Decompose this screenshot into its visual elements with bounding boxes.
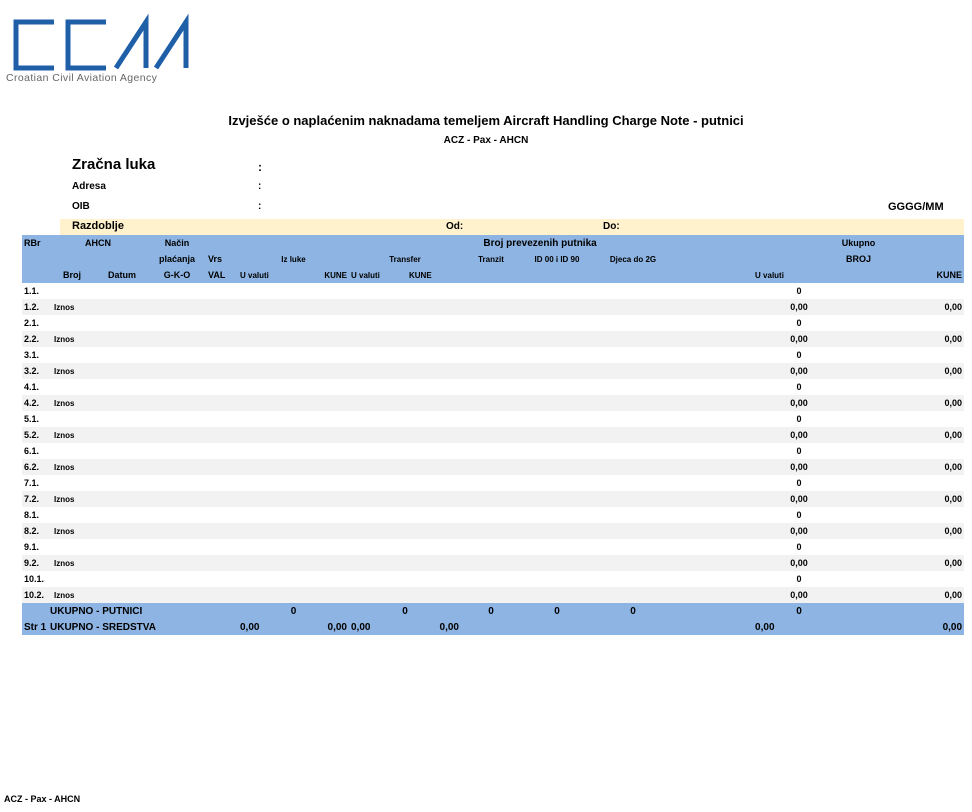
col-iz-kune: KUNE xyxy=(294,267,349,283)
header-row-1 xyxy=(22,235,964,251)
table-row xyxy=(22,379,964,395)
row-number: 2.2. xyxy=(22,331,48,347)
row-amount-val: 0,00 xyxy=(753,363,845,379)
totals-putnici-tranzit: 0 xyxy=(461,603,521,619)
row-number: 7.2. xyxy=(22,491,48,507)
row-iznos-label: Iznos xyxy=(48,523,148,539)
row-number: 5.2. xyxy=(22,427,48,443)
period-from-label: Od: xyxy=(446,221,464,232)
row-count: 0 xyxy=(796,574,802,584)
row-number: 8.1. xyxy=(24,510,40,520)
row-count: 0 xyxy=(796,478,802,488)
col-vrs: Vrs xyxy=(206,251,238,267)
row-number: 6.1. xyxy=(24,446,40,456)
row-number: 4.2. xyxy=(22,395,48,411)
header-row-2 xyxy=(22,251,964,267)
address-colon: : xyxy=(258,181,262,192)
row-number: 3.2. xyxy=(22,363,48,379)
col-broj-upper: BROJ xyxy=(753,251,964,267)
row-iznos-label: Iznos xyxy=(48,331,148,347)
table-row xyxy=(22,571,964,587)
totals-sredstva-iz-kn: 0,00 xyxy=(294,619,349,635)
table-row xyxy=(22,363,964,379)
col-ukupno: Ukupno xyxy=(753,235,964,251)
col-val: VAL xyxy=(206,267,238,283)
totals-sredstva-tr-kn: 0,00 xyxy=(407,619,461,635)
row-iznos-label: Iznos xyxy=(48,363,148,379)
row-amount-val: 0,00 xyxy=(753,587,845,603)
col-id00: ID 00 i ID 90 xyxy=(521,251,593,267)
row-amount-kn: 0,00 xyxy=(845,395,964,411)
row-number: 9.2. xyxy=(22,555,48,571)
row-number: 7.1. xyxy=(24,478,40,488)
col-iz-u-valuti: U valuti xyxy=(238,267,294,283)
totals-sredstva-uk-kn: 0,00 xyxy=(845,619,964,635)
totals-sredstva-row xyxy=(22,619,964,635)
table-body xyxy=(22,283,964,603)
totals-sredstva-label: UKUPNO - SREDSTVA xyxy=(48,619,238,635)
oib-label: OIB xyxy=(72,201,90,212)
row-number: 1.1. xyxy=(24,286,40,296)
table-row xyxy=(22,587,964,603)
row-number: 5.1. xyxy=(24,414,40,424)
totals-sredstva-tr-val: 0,00 xyxy=(349,619,407,635)
row-number: 2.1. xyxy=(24,318,40,328)
period-to-label: Do: xyxy=(603,221,620,232)
page-label: Str 1 xyxy=(22,619,48,635)
header-row-3 xyxy=(22,267,964,283)
col-broj: Broj xyxy=(48,267,96,283)
row-amount-kn: 0,00 xyxy=(845,299,964,315)
period-bar xyxy=(60,219,964,235)
col-nacin: Način xyxy=(148,235,206,251)
row-iznos-label: Iznos xyxy=(48,459,148,475)
row-iznos-label: Iznos xyxy=(48,587,148,603)
row-amount-kn: 0,00 xyxy=(845,555,964,571)
row-number: 10.2. xyxy=(22,587,48,603)
row-count: 0 xyxy=(796,542,802,552)
col-tr-u-valuti: U valuti xyxy=(349,267,407,283)
row-amount-kn: 0,00 xyxy=(845,587,964,603)
row-amount-val: 0,00 xyxy=(753,555,845,571)
totals-putnici-label: UKUPNO - PUTNICI xyxy=(48,603,238,619)
totals-sredstva-uk-val: 0,00 xyxy=(753,619,845,635)
period-label: Razdoblje xyxy=(72,220,124,232)
table-row xyxy=(22,491,964,507)
row-count: 0 xyxy=(796,286,802,296)
col-djeca: Djeca do 2G xyxy=(593,251,673,267)
col-rbr: RBr xyxy=(22,235,48,251)
row-number: 4.1. xyxy=(24,382,40,392)
totals-putnici-transfer: 0 xyxy=(349,603,461,619)
col-broj-prevezenih: Broj prevezenih putnika xyxy=(407,235,673,251)
col-tranzit: Tranzit xyxy=(461,251,521,267)
row-amount-val: 0,00 xyxy=(753,299,845,315)
table-row xyxy=(22,299,964,315)
row-amount-kn: 0,00 xyxy=(845,523,964,539)
row-amount-val: 0,00 xyxy=(753,331,845,347)
totals-putnici-row xyxy=(22,603,964,619)
row-number: 10.1. xyxy=(24,574,45,584)
footer-code: ACZ - Pax - AHCN xyxy=(4,794,81,804)
table-row xyxy=(22,555,964,571)
col-gko: G-K-O xyxy=(148,267,206,283)
row-count: 0 xyxy=(796,382,802,392)
totals-putnici-id00: 0 xyxy=(521,603,593,619)
col-tr-kune: KUNE xyxy=(407,267,461,283)
table-row xyxy=(22,507,964,523)
row-amount-val: 0,00 xyxy=(753,459,845,475)
row-number: 1.2. xyxy=(22,299,48,315)
row-count: 0 xyxy=(796,318,802,328)
table-row xyxy=(22,331,964,347)
logo-subtitle: Croatian Civil Aviation Agency xyxy=(6,72,158,84)
row-iznos-label: Iznos xyxy=(48,395,148,411)
table-row xyxy=(22,347,964,363)
row-amount-val: 0,00 xyxy=(753,427,845,443)
row-number: 3.1. xyxy=(24,350,40,360)
row-amount-val: 0,00 xyxy=(753,491,845,507)
totals-putnici-iz-luke: 0 xyxy=(238,603,349,619)
row-iznos-label: Iznos xyxy=(48,555,148,571)
row-count: 0 xyxy=(796,350,802,360)
oib-colon: : xyxy=(258,201,262,212)
totals-putnici-djeca: 0 xyxy=(593,603,673,619)
col-uk-kune: KUNE xyxy=(845,267,964,283)
row-amount-val: 0,00 xyxy=(753,523,845,539)
table-row xyxy=(22,283,964,299)
row-iznos-label: Iznos xyxy=(48,299,148,315)
table-row xyxy=(22,395,964,411)
totals-sredstva-iz-val: 0,00 xyxy=(238,619,294,635)
col-iz-luke: Iz luke xyxy=(238,251,349,267)
report-table xyxy=(22,235,964,635)
row-number: 6.2. xyxy=(22,459,48,475)
col-placanja: plaćanja xyxy=(148,251,206,267)
totals-putnici-ukupno: 0 xyxy=(753,603,845,619)
col-transfer: Transfer xyxy=(349,251,461,267)
table-row xyxy=(22,459,964,475)
row-amount-val: 0,00 xyxy=(753,395,845,411)
period-format: GGGG/MM xyxy=(888,201,944,213)
row-amount-kn: 0,00 xyxy=(845,491,964,507)
row-iznos-label: Iznos xyxy=(48,491,148,507)
row-count: 0 xyxy=(796,510,802,520)
airport-colon: : xyxy=(258,160,262,174)
row-amount-kn: 0,00 xyxy=(845,427,964,443)
table-row xyxy=(22,411,964,427)
table-row xyxy=(22,523,964,539)
table-row xyxy=(22,427,964,443)
row-amount-kn: 0,00 xyxy=(845,363,964,379)
row-iznos-label: Iznos xyxy=(48,427,148,443)
report-title: Izvješće o naplaćenim naknadama temeljem Aircraft Handling Charge Note - putnici xyxy=(228,113,744,128)
row-amount-kn: 0,00 xyxy=(845,459,964,475)
row-number: 9.1. xyxy=(24,542,40,552)
col-ahcn: AHCN xyxy=(48,235,148,251)
row-amount-kn: 0,00 xyxy=(845,331,964,347)
table-row xyxy=(22,475,964,491)
airport-label: Zračna luka xyxy=(72,156,156,173)
col-uk-u-valuti: U valuti xyxy=(753,267,845,283)
table-row xyxy=(22,315,964,331)
row-count: 0 xyxy=(796,446,802,456)
col-datum: Datum xyxy=(96,267,148,283)
address-label: Adresa xyxy=(72,181,106,192)
table-row xyxy=(22,539,964,555)
report-subtitle: ACZ - Pax - AHCN xyxy=(443,135,529,146)
row-number: 8.2. xyxy=(22,523,48,539)
table-row xyxy=(22,443,964,459)
row-count: 0 xyxy=(796,414,802,424)
